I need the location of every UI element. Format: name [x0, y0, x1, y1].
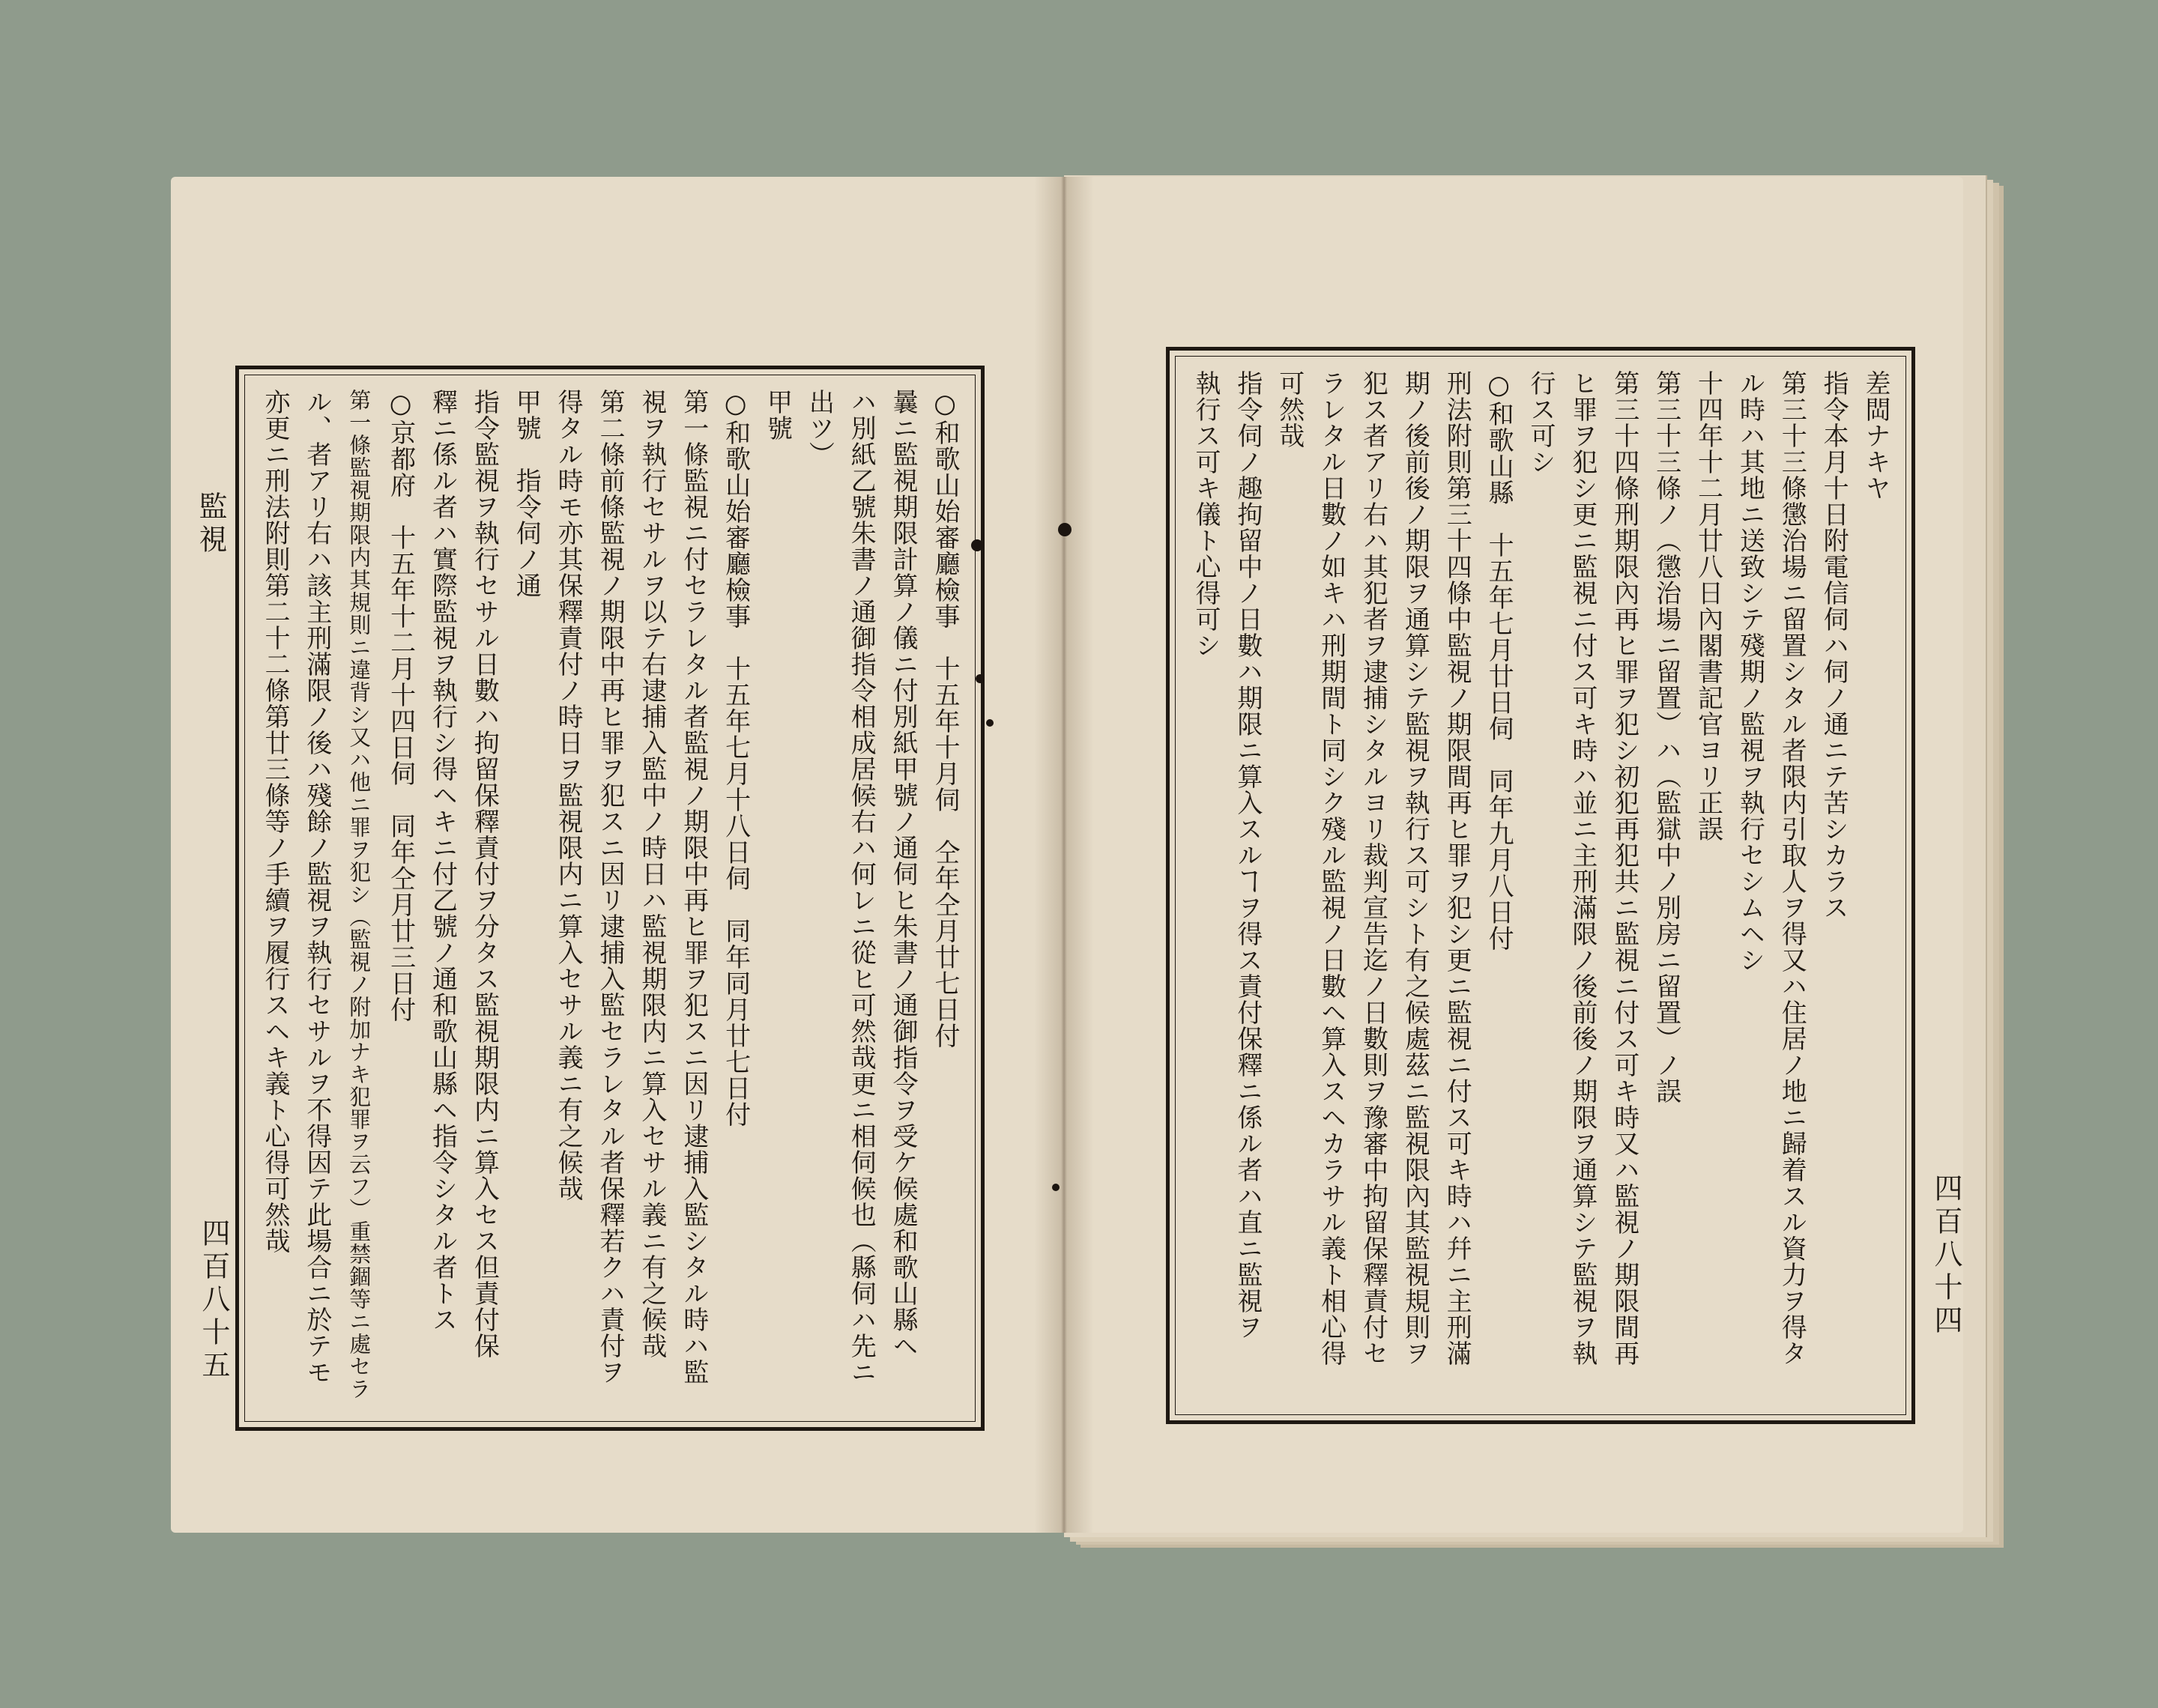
right-page — [1064, 177, 1963, 1533]
left-text-column: ○京都府 十五年十二月十四日伺 同年仝月廿三日付 — [385, 389, 416, 1023]
left-text-column: 得タル時モ亦其保釋責付ノ時日ヲ監視限内ニ算入セサル義ニ有之候哉 — [553, 389, 584, 1202]
right-text-column: 指令本月十日附電信伺ハ伺ノ通ニテ苦シカラス — [1819, 370, 1849, 921]
right-text-column: ○和歌山縣 十五年七月廿日伺 同年九月八日付 — [1484, 370, 1514, 951]
left-text-column: 亦更ニ刑法附則第二十二條第廿三條等ノ手續ヲ履行スヘキ義ト心得可然哉 — [259, 389, 290, 1254]
right-text-column: 差閊ナキヤ — [1861, 370, 1891, 501]
left-text-column: 指令監視ヲ執行セサル日數ハ拘留保釋責付ヲ分タス監視期限内ニ算入セス但責付保 — [469, 389, 500, 1359]
left-text-column: 第二條前條監視ノ期限中再ヒ罪ヲ犯スニ因リ逮捕入監セラレタル者保釋若クハ責付ヲ — [595, 389, 625, 1385]
left-text-column: 甲號 — [762, 389, 793, 441]
right-text-column: 刑法附則第三十四條中監視ノ期限間再ヒ罪ヲ犯シ更ニ監視ニ付ス可キ時ハ幷ニ主刑滿 — [1442, 370, 1472, 1366]
left-page — [171, 177, 1064, 1533]
left-text-column: ハ別紙乙號朱書ノ通御指令相成居候右ハ何レニ從ヒ可然哉更ニ相伺候也（縣伺ハ先ニ — [846, 389, 877, 1385]
left-text-column: 視ヲ執行セサルヲ以テ右逮捕入監中ノ時日ハ監視期限内ニ算入セサル義ニ有之候哉 — [636, 389, 667, 1359]
left-text-column: 釋ニ係ル者ハ實際監視ヲ執行シ得ヘキニ付乙號ノ通和歌山縣ヘ指令シタル者トス — [427, 389, 458, 1333]
left-text-column: 出ツ） — [804, 389, 835, 467]
right-text-column: 可然哉 — [1274, 370, 1305, 449]
right-text-column: 第三十三條ノ（懲治場ニ留置）ハ（監獄中ノ別房ニ留置）ノ誤 — [1651, 370, 1681, 1104]
right-text-column: ル時ハ其地ニ送致シテ殘期ノ監視ヲ執行セシムヘシ — [1735, 370, 1765, 973]
right-text-column: 十四年十二月廿八日內閣書記官ヨリ正誤 — [1693, 370, 1723, 842]
binding-hole — [1058, 523, 1072, 536]
right-text-column: 犯ス者アリ右ハ其犯者ヲ逮捕シタルヨリ裁判宣告迄ノ日數則ヲ豫審中拘留保釋責付セ — [1358, 370, 1388, 1366]
right-text-column: ラレタル日數ノ如キハ刑期間ト同シク殘ル監視ノ日數ヘ算入スヘカラサル義ト相心得 — [1316, 370, 1347, 1366]
binding-hole — [976, 674, 985, 683]
left-text-column: ル、者アリ右ハ該主刑滿限ノ後ハ殘餘ノ監視ヲ執行セサルヲ不得因テ此場合ニ於テモ — [301, 389, 332, 1385]
left-text-column: 第一條監視期限内其規則ニ違背シ又ハ他ニ罪ヲ犯シ（監視ノ附加ナキ犯罪ヲ云フ）重禁錮等ニ處セラ — [346, 389, 372, 1400]
left-text-column: ○和歌山始審廳檢事 十五年十月伺 仝年仝月廿七日付 — [930, 389, 961, 1049]
binding-hole — [1052, 1184, 1060, 1191]
left-text-column: 甲號 指令伺ノ通 — [511, 389, 542, 599]
right-page-border-frame — [1166, 347, 1915, 1424]
left-text-column: 第一條監視ニ付セラレタル者監視ノ期限中再ヒ罪ヲ犯スニ因リ逮捕入監シタル時ハ監 — [678, 389, 709, 1385]
right-text-column: 行ス可シ — [1526, 370, 1556, 475]
binding-hole — [986, 719, 994, 727]
book-gutter — [1034, 177, 1094, 1533]
right-text-column: 期ノ後前後ノ期限ヲ通算シテ監視ヲ執行ス可シト有之候處茲ニ監視限內其監視規則ヲ — [1400, 370, 1430, 1366]
binding-hole — [971, 539, 983, 551]
right-text-column: 指令伺ノ趣拘留中ノ日數ハ期限ニ算入スルヿヲ得ス責付保釋ニ係ル者ハ直ニ監視ヲ — [1232, 370, 1263, 1340]
right-page-number: 四百八十四 — [1929, 1173, 1962, 1338]
left-page-number: 四百八十五 — [197, 1218, 230, 1383]
right-text-column: ヒ罪ヲ犯シ更ニ監視ニ付ス可キ時ハ並ニ主刑滿限ノ後前後ノ期限ヲ通算シテ監視ヲ執 — [1567, 370, 1598, 1366]
right-text-column: 第三十三條懲治場ニ留置シタル者限内引取人ヲ得又ハ住居ノ地ニ歸着スル資力ヲ得タ — [1777, 370, 1807, 1366]
running-title: 監視 — [194, 491, 227, 557]
left-text-column: ○和歌山始審廳檢事 十五年七月十八日伺 同年同月廿七日付 — [720, 389, 751, 1127]
left-page-border-frame — [235, 366, 985, 1431]
left-text-column: 曩ニ監視期限計算ノ儀ニ付別紙甲號ノ通伺ヒ朱書ノ通御指令ヲ受ケ候處和歌山縣ヘ — [888, 389, 919, 1359]
right-text-column: 第三十四條刑期限內再ヒ罪ヲ犯シ初犯再犯共ニ監視ニ付ス可キ時又ハ監視ノ期限間再 — [1609, 370, 1639, 1366]
right-text-column: 執行ス可キ儀ト心得可シ — [1190, 370, 1221, 658]
